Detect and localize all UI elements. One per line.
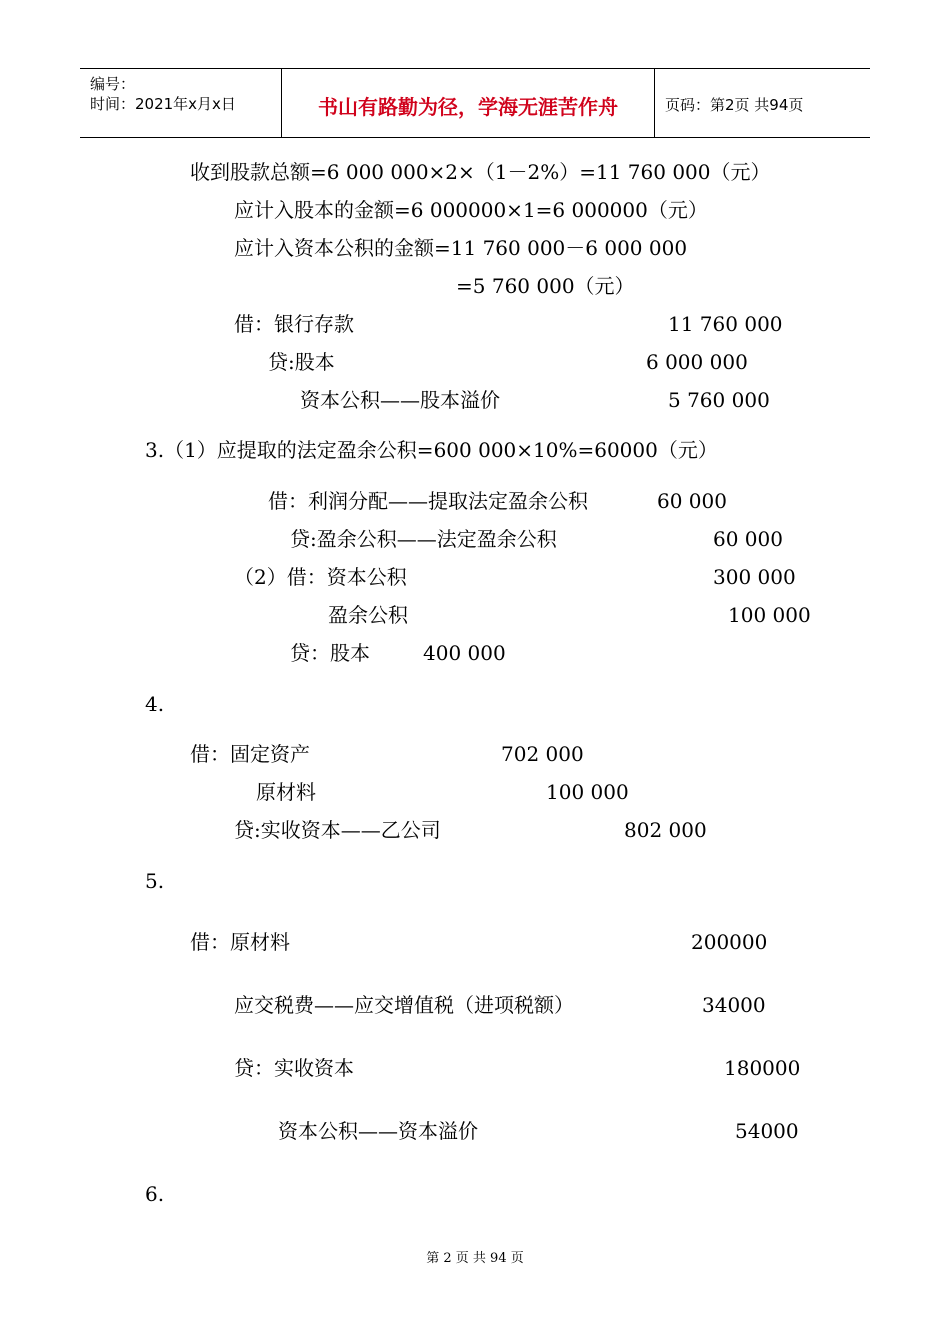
text-line: 3.（1）应提取的法定盈余公积=600 000×10%=60000（元）	[145, 438, 718, 462]
entry-amount: 11 760 000	[668, 312, 783, 336]
entry-amount: 180000	[724, 1056, 801, 1080]
entry-account: 借：原材料	[190, 930, 290, 954]
entry-account: 原材料	[256, 780, 316, 804]
document-number-label: 编号：	[90, 75, 136, 93]
entry-account: 贷：股本	[290, 641, 370, 665]
entry-account: 资本公积——资本溢价	[278, 1119, 478, 1143]
entry-account: 借：利润分配——提取法定盈余公积	[268, 489, 588, 513]
header-motto-cell	[282, 69, 655, 137]
entry-account: 借：银行存款	[234, 312, 354, 336]
entry-amount: 34000	[702, 993, 766, 1017]
entry-account: （2）借：资本公积	[234, 565, 407, 589]
entry-amount: 60 000	[713, 527, 783, 551]
header-info-cell	[80, 69, 282, 137]
entry-account: 贷:盈余公积——法定盈余公积	[290, 527, 557, 551]
entry-account: 盈余公积	[328, 603, 408, 627]
header-motto: 书山有路勤为径，学海无涯苦作舟	[318, 95, 618, 119]
entry-amount: 400 000	[423, 641, 506, 665]
header-page-label: 页码：第2页 共94页	[665, 96, 804, 114]
entry-amount: 5 760 000	[668, 388, 770, 412]
entry-amount: 100 000	[546, 780, 629, 804]
text-line: 应计入资本公积的金额=11 760 000－6 000 000	[234, 236, 688, 260]
entry-account: 应交税费——应交增值税（进项税额）	[234, 993, 574, 1017]
entry-account: 贷:实收资本——乙公司	[234, 818, 441, 842]
text-line: =5 760 000（元）	[456, 274, 635, 298]
entry-amount: 200000	[691, 930, 768, 954]
page-footer: 第 2 页 共 94 页	[426, 1251, 524, 1266]
section-number: 4.	[145, 692, 165, 716]
section-number: 6.	[145, 1182, 165, 1206]
entry-amount: 300 000	[713, 565, 796, 589]
document-time-label: 时间：2021年x月x日	[90, 95, 236, 113]
entry-account: 贷：实收资本	[234, 1056, 354, 1080]
entry-amount: 100 000	[728, 603, 811, 627]
text-line: 应计入股本的金额=6 000000×1=6 000000（元）	[234, 198, 708, 222]
text-line: 收到股款总额=6 000 000×2×（1－2%）=11 760 000（元）	[190, 160, 771, 184]
entry-amount: 702 000	[501, 742, 584, 766]
document-header	[80, 68, 870, 138]
entry-amount: 6 000 000	[646, 350, 748, 374]
entry-amount: 54000	[735, 1119, 799, 1143]
entry-amount: 802 000	[624, 818, 707, 842]
header-page-cell	[655, 69, 870, 137]
entry-amount: 60 000	[657, 489, 727, 513]
section-number: 5.	[145, 869, 165, 893]
entry-account: 资本公积——股本溢价	[300, 388, 500, 412]
entry-account: 借：固定资产	[190, 742, 310, 766]
entry-account: 贷:股本	[268, 350, 335, 374]
